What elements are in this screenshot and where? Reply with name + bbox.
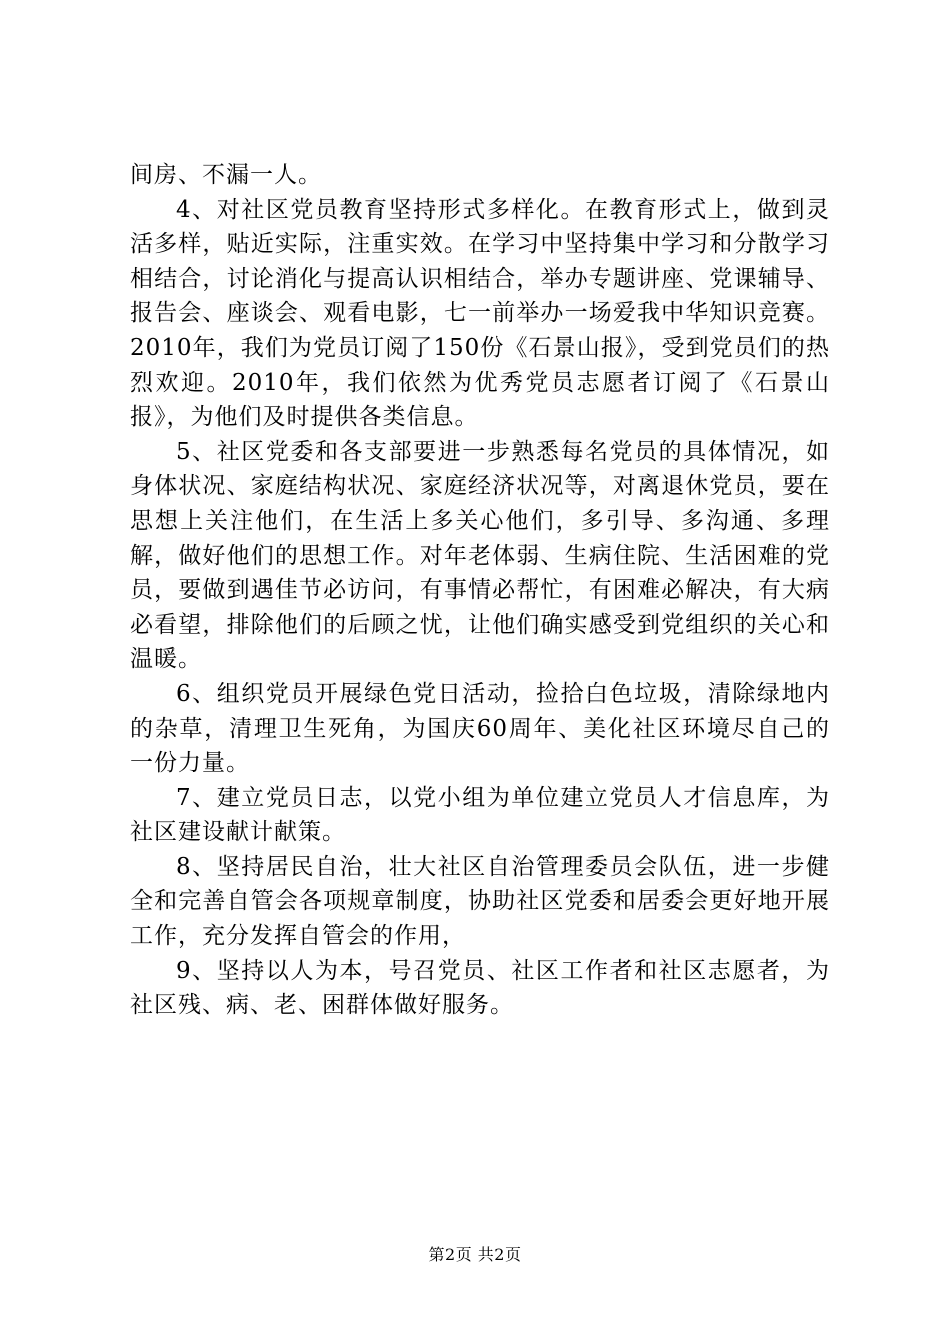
paragraph-item-8: 8、坚持居民自治，壮大社区自治管理委员会队伍，进一步健全和完善自管会各项规章制度，协助社区党委和居委会更好地开展工作，充分发挥自管会的作用， [130,853,830,950]
page-number-footer: 第2页 共2页 [428,1245,522,1264]
paragraph-item-6: 6、组织党员开展绿色党日活动，捡拾白色垃圾，清除绿地内的杂草，清理卫生死角，为国庆60周年、美化社区环境尽自己的一份力量。 [130,680,830,777]
paragraph-item-4: 4、对社区党员教育坚持形式多样化。在教育形式上，做到灵活多样，贴近实际，注重实效。在学习中坚持集中学习和分散学习相结合，讨论消化与提高认识相结合，举办专题讲座、党课辅导、报告会、座谈会、观看电影，七一前举办一场爱我中华知识竞赛。2010年，我们为党员订阅了150份《石景山报》，受到党员们的热烈欢迎。2010年，我们依然为优秀党员志愿者订阅了《石景山报》，为他们及时提供各类信息。 [130,196,830,431]
paragraph-continuation: 间房、不漏一人。 [130,162,322,188]
document-body [130,158,830,1023]
paragraph-item-5: 5、社区党委和各支部要进一步熟悉每名党员的具体情况，如身体状况、家庭结构状况、家庭经济状况等，对离退休党员，要在思想上关注他们，在生活上多关心他们，多引导、多沟通、多理解，做好他们的思想工作。对年老体弱、生病住院、生活困难的党员，要做到遇佳节必访问，有事情必帮忙，有困难必解决，有大病必看望，排除他们的后顾之忧，让他们确实感受到党组织的关心和温暖。 [130,438,830,673]
paragraph-item-7: 7、建立党员日志，以党小组为单位建立党员人才信息库，为社区建设献计献策。 [130,784,830,846]
paragraph-item-9: 9、坚持以人为本，号召党员、社区工作者和社区志愿者，为社区残、病、老、困群体做好服务。 [130,957,830,1019]
